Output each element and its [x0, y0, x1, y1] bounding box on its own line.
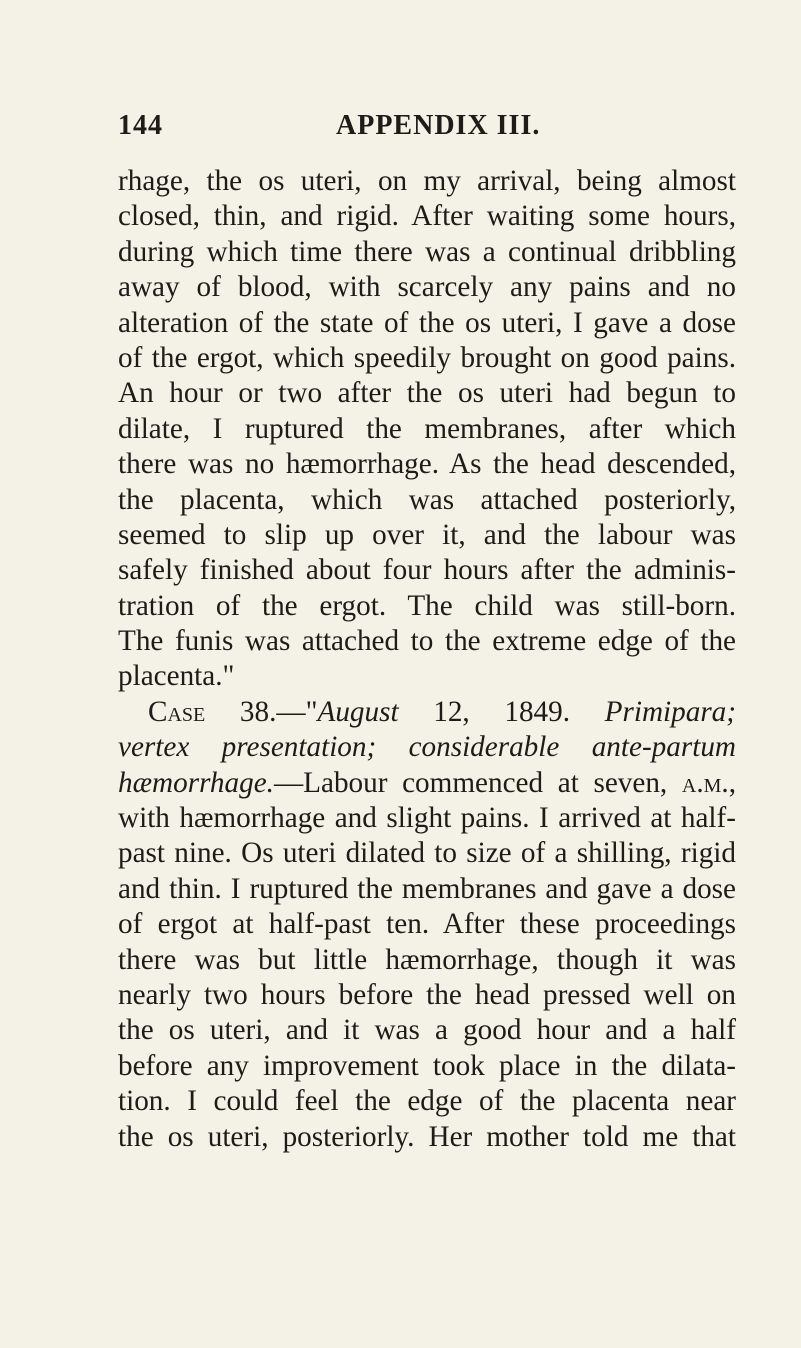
case-text: —Labour commenced at seven, [273, 766, 682, 799]
case-primipara: Primipara; [604, 695, 736, 728]
text-line: placenta." [118, 660, 235, 693]
running-head [118, 108, 730, 144]
text-line: nearly two hours before the head pressed well on [118, 978, 736, 1011]
body-text [118, 164, 736, 1155]
text-line: rhage, the os uteri, on my arrival, being almost [118, 165, 736, 197]
case-comma: , [728, 766, 736, 799]
text-line: of the ergot, which speedily brought on good pains. [118, 341, 736, 374]
text-line: dilate, I ruptured the membranes, after which [118, 412, 736, 445]
text-line: alteration of the state of the os uteri, I gave a dose [118, 306, 736, 339]
text-line: the os uteri, and it was a good hour and a half [118, 1014, 736, 1047]
case-dash: —" [276, 695, 318, 728]
text-line: An hour or two after the os uteri had begun to [118, 377, 736, 410]
text-line: past nine. Os uteri dilated to size of a shilling, rigid [118, 837, 736, 870]
case-subtitle-end: hæmorrhage. [118, 766, 274, 799]
case-subtitle-line: vertex presentation; considerable ante-partum [118, 731, 736, 764]
text-line: tion. I could feel the edge of the placenta near [118, 1085, 736, 1118]
text-line: there was no hæmorrhage. As the head descended, [118, 448, 736, 481]
text-line: away of blood, with scarcely any pains and no [118, 271, 736, 304]
text-line: with hæmorrhage and slight pains. I arrived at half- [118, 802, 736, 835]
case-line [118, 766, 736, 801]
text-line: there was but little hæmorrhage, though it was [118, 943, 736, 976]
text-line: of ergot at half-past ten. After these proceedings [118, 908, 736, 941]
text-line: seemed to slip up over it, and the labour was [118, 518, 736, 551]
text-line: safely finished about four hours after the adminis- [118, 554, 736, 587]
text-line: the os uteri, posteriorly. Her mother told me that [118, 1120, 736, 1153]
text-line: tration of the ergot. The child was still-born. [118, 589, 736, 622]
case-date-month: August [317, 695, 399, 728]
text-line: closed, thin, and rigid. After waiting some hours, [118, 200, 736, 233]
page-number: 144 [118, 110, 163, 141]
running-title: APPENDIX III. [336, 110, 541, 141]
text-line: before any improvement took place in the dilata- [118, 1049, 736, 1082]
text-line: The funis was attached to the extreme edge of the [118, 625, 736, 658]
text-line: during which time there was a continual dribbling [118, 235, 736, 268]
text-line: and thin. I ruptured the membranes and gave a dose [118, 872, 736, 905]
case-heading-line [118, 695, 736, 730]
case-label: Case 38. [148, 695, 277, 728]
text-line: the placenta, which was attached posteriorly, [118, 483, 736, 516]
case-date-rest: 12, 1849. [398, 695, 605, 728]
case-time-am: a.m. [681, 766, 729, 799]
